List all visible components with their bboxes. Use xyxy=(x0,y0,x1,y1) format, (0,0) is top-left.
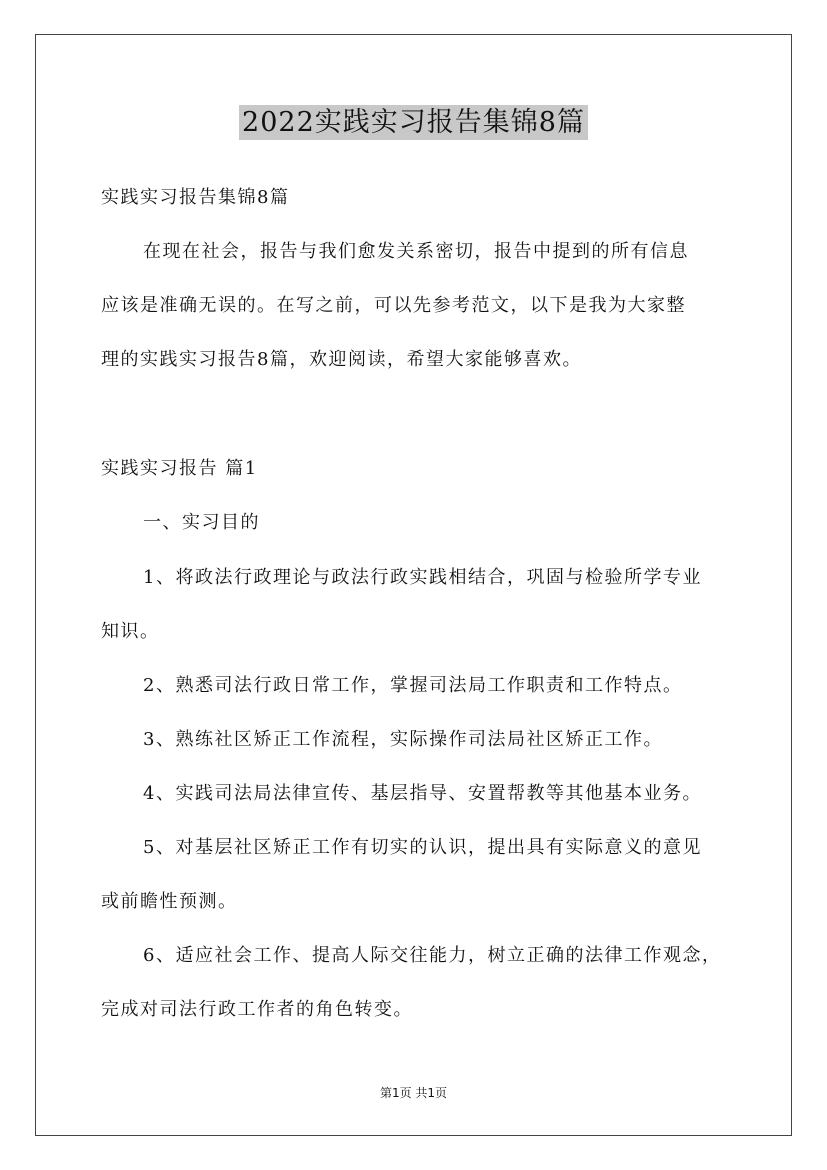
document-title-row xyxy=(0,100,827,139)
document-title: 2022实践实习报告集锦8篇 xyxy=(239,105,588,140)
page-footer: 第1页 共1页 xyxy=(379,1086,448,1100)
intro-line-1: 在现在社会，报告与我们愈发关系密切，报告中提到的所有信息 xyxy=(143,241,689,262)
item-line: 完成对司法行政工作者的角色转变。 xyxy=(101,999,413,1020)
item-line: 2、熟悉司法行政日常工作，掌握司法局工作职责和工作特点。 xyxy=(143,675,683,696)
item-line: 或前瞻性预测。 xyxy=(101,891,238,912)
subheading: 一、实习目的 xyxy=(143,512,260,533)
item-line: 知识。 xyxy=(101,621,160,642)
item-line: 4、实践司法局法律宣传、基层指导、安置帮教等其他基本业务。 xyxy=(143,783,702,804)
item-line: 5、对基层社区矫正工作有切实的认识，提出具有实际意义的意见 xyxy=(143,837,702,858)
subtitle: 实践实习报告集锦8篇 xyxy=(101,187,290,208)
intro-line-2: 应该是准确无误的。在写之前，可以先参考范文，以下是我为大家整 xyxy=(101,295,686,316)
item-line: 1、将政法行政理论与政法行政实践相结合，巩固与检验所学专业 xyxy=(143,567,702,588)
item-line: 3、熟练社区矫正工作流程，实际操作司法局社区矫正工作。 xyxy=(143,729,663,750)
section-heading: 实践实习报告 篇1 xyxy=(101,458,258,479)
intro-line-3: 理的实践实习报告8篇，欢迎阅读，希望大家能够喜欢。 xyxy=(101,349,582,370)
item-line: 6、适应社会工作、提高人际交往能力，树立正确的法律工作观念， xyxy=(143,945,722,966)
